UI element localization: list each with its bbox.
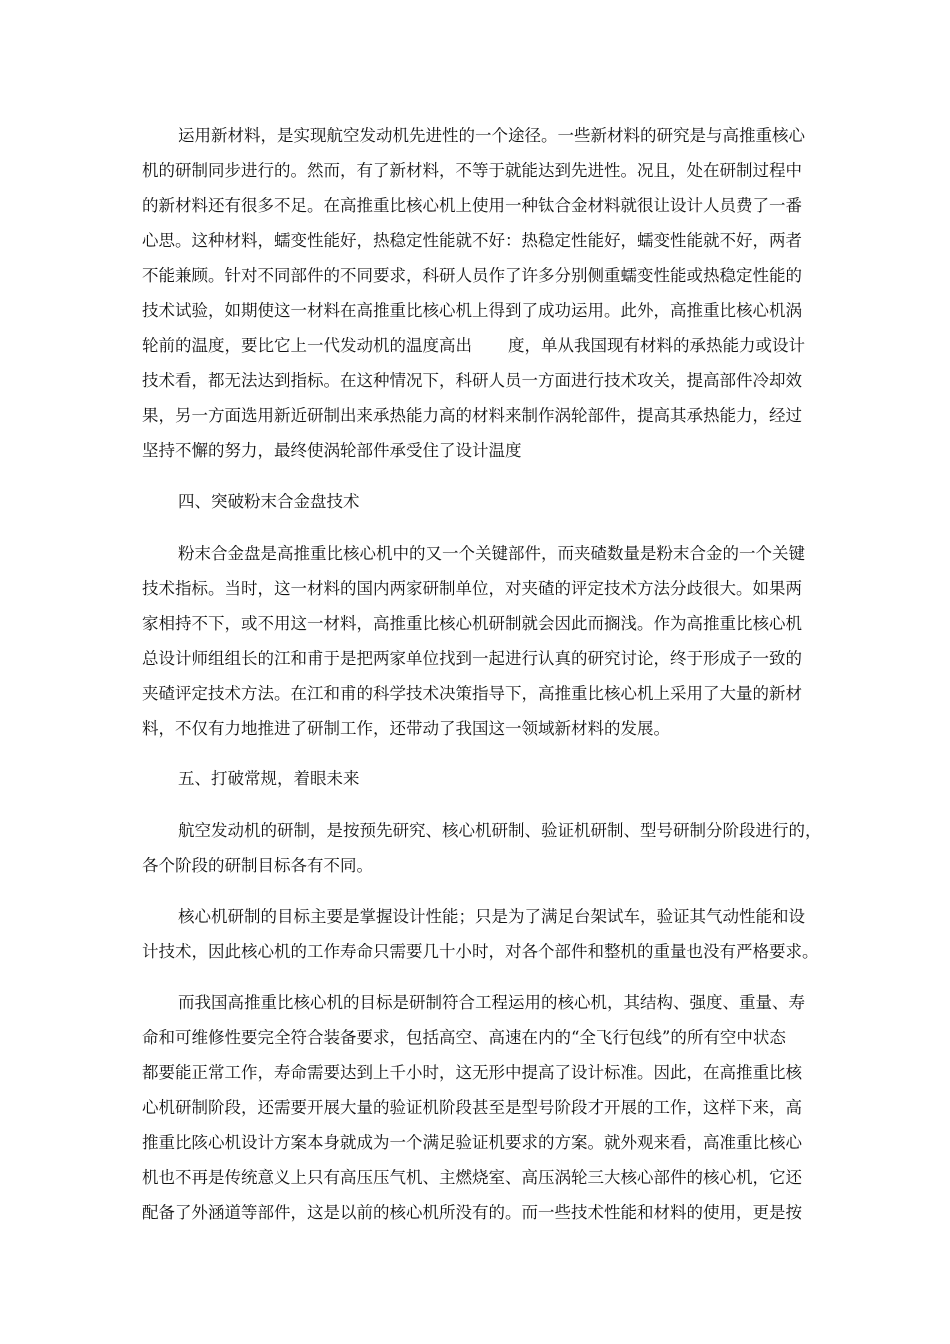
text-line: 各个阶段的研制目标各有不同。 xyxy=(142,856,373,875)
paragraph-5-line-5 xyxy=(0,1129,950,1157)
paragraph-3-line-1 xyxy=(0,817,950,845)
paragraph-1-line-5 xyxy=(0,262,950,290)
text-line: 推重比陔心机设计方案本身就成为一个满足验证机要求的方案。就外观来看，高准重比核心 xyxy=(142,1133,802,1152)
text-line: 航空发动机的研制，是按预先研究、核心机研制、验证机研制、型号研制分阶段进行的， xyxy=(178,821,822,840)
text-line: 都要能正常工作，寿命需要达到上千小时，这无形中提高了设计标准。因此，在高推重比核 xyxy=(142,1063,802,1082)
text-line: 家相持不下，或不用这一材料，高推重比核心机研制就会因此而搁浅。作为高推重比核心机 xyxy=(142,614,802,633)
paragraph-2-line-3 xyxy=(0,610,950,638)
paragraph-1-line-2 xyxy=(0,157,950,185)
paragraph-3-line-2 xyxy=(0,852,950,880)
text-line: 心机研制阶段，还需要开展大量的验证机阶段甚至是型号阶段才开展的工作，这样下来，高 xyxy=(142,1098,802,1117)
text-line: 心思。这种材料，蠕变性能好，热稳定性能就不好：热稳定性能好，蠕变性能就不好，两者 xyxy=(142,231,802,250)
text-line: 夹碴评定技术方法。在江和甫的科学技术决策指导下，高推重比核心机上采用了大量的新材 xyxy=(142,684,802,703)
text-line: 机也不再是传统意义上只有高压压气机、主燃烧室、高压涡轮三大核心部件的核心机，它还 xyxy=(142,1168,802,1187)
text-line: 粉末合金盘是高推重比核心机中的又一个关键部件，而夹碴数量是粉末合金的一个关键 xyxy=(178,544,805,563)
text-line: 总设计师组组长的江和甫于是把两家单位找到一起进行认真的研究讨论，终于形成子一致的 xyxy=(142,649,802,668)
section-heading-4 xyxy=(0,488,950,516)
heading-text: 五、打破常规，着眼未来 xyxy=(178,769,360,788)
paragraph-5-line-2 xyxy=(0,1024,950,1052)
section-heading-5 xyxy=(0,765,950,793)
paragraph-4-line-1 xyxy=(0,903,950,931)
text-line: 机的研制同步进行的。然而，有了新材料，不等于就能达到先进性。况且，处在研制过程中 xyxy=(142,161,802,180)
text-line: 料，不仅有力地推进了研制工作，还带动了我国这一领域新材料的发展。 xyxy=(142,719,670,738)
paragraph-1-line-3 xyxy=(0,192,950,220)
text-line: 命和可维修性要完全符合装备要求，包括高空、高速在内的“全飞行包线”的所有空中状态 xyxy=(142,1028,786,1047)
text-line: 配备了外涵道等部件，这是以前的核心机所没有的。而一些技术性能和材料的使用，更是按 xyxy=(142,1203,802,1222)
paragraph-5-line-7 xyxy=(0,1199,950,1227)
text-line: 运用新材料，是实现航空发动机先进性的一个途径。一些新材料的研究是与高推重核心 xyxy=(178,126,805,145)
text-line: 核心机研制的目标主要是掌握设计性能；只是为了满足台架试车，验证其气动性能和设 xyxy=(178,907,805,926)
paragraph-1-line-8 xyxy=(0,367,950,395)
text-line: 轮前的温度，要比它上一代发动机的温度高出 xyxy=(142,336,472,355)
text-line: 技术试验，如期使这一材料在高推重比核心机上得到了成功运用。此外，高推重比核心机涡 xyxy=(142,301,802,320)
paragraph-5-line-1 xyxy=(0,989,950,1017)
paragraph-1-line-4 xyxy=(0,227,950,255)
paragraph-2-line-1 xyxy=(0,540,950,568)
text-line: 果，另一方面选用新近研制出来承热能力高的材料来制作涡轮部件，提高其承热能力，经过 xyxy=(142,406,802,425)
paragraph-1-line-9 xyxy=(0,402,950,430)
paragraph-2-line-4 xyxy=(0,645,950,673)
paragraph-5-line-4 xyxy=(0,1094,950,1122)
text-line: 技术看，都无法达到指标。在这种情况下，科研人员一方面进行技术攻关，提高部件冷却效 xyxy=(142,371,802,390)
heading-text: 四、突破粉末合金盘技术 xyxy=(178,492,360,511)
text-line: 不能兼顾。针对不同部件的不同要求，科研人员作了许多分别侧重蠕变性能或热稳定性能的 xyxy=(142,266,802,285)
text-line: 的新材料还有很多不足。在高推重比核心机上使用一种钛合金材料就很让设计人员费了一番 xyxy=(142,196,802,215)
paragraph-5-line-6 xyxy=(0,1164,950,1192)
paragraph-1-line-10 xyxy=(0,437,950,465)
text-line: 技术指标。当时，这一材料的国内两家研制单位，对夹碴的评定技术方法分歧很大。如果两 xyxy=(142,579,802,598)
text-line: 坚持不懈的努力，最终使涡轮部件承受住了设计温度 xyxy=(142,441,522,460)
paragraph-1-line-7 xyxy=(0,332,950,360)
paragraph-2-line-5 xyxy=(0,680,950,708)
paragraph-5-line-3 xyxy=(0,1059,950,1087)
paragraph-4-line-2 xyxy=(0,938,950,966)
paragraph-2-line-2 xyxy=(0,575,950,603)
paragraph-1-line-6 xyxy=(0,297,950,325)
text-line: 计技术，因此核心机的工作寿命只需要几十小时，对各个部件和整机的重量也没有严格要求。 xyxy=(142,942,819,961)
text-line: 度，单从我国现有材料的承热能力或设计 xyxy=(508,336,805,355)
paragraph-2-line-6 xyxy=(0,715,950,743)
paragraph-1-line-1 xyxy=(0,122,950,150)
text-line: 而我国高推重比核心机的目标是研制符合工程运用的核心机，其结构、强度、重量、寿 xyxy=(178,993,805,1012)
